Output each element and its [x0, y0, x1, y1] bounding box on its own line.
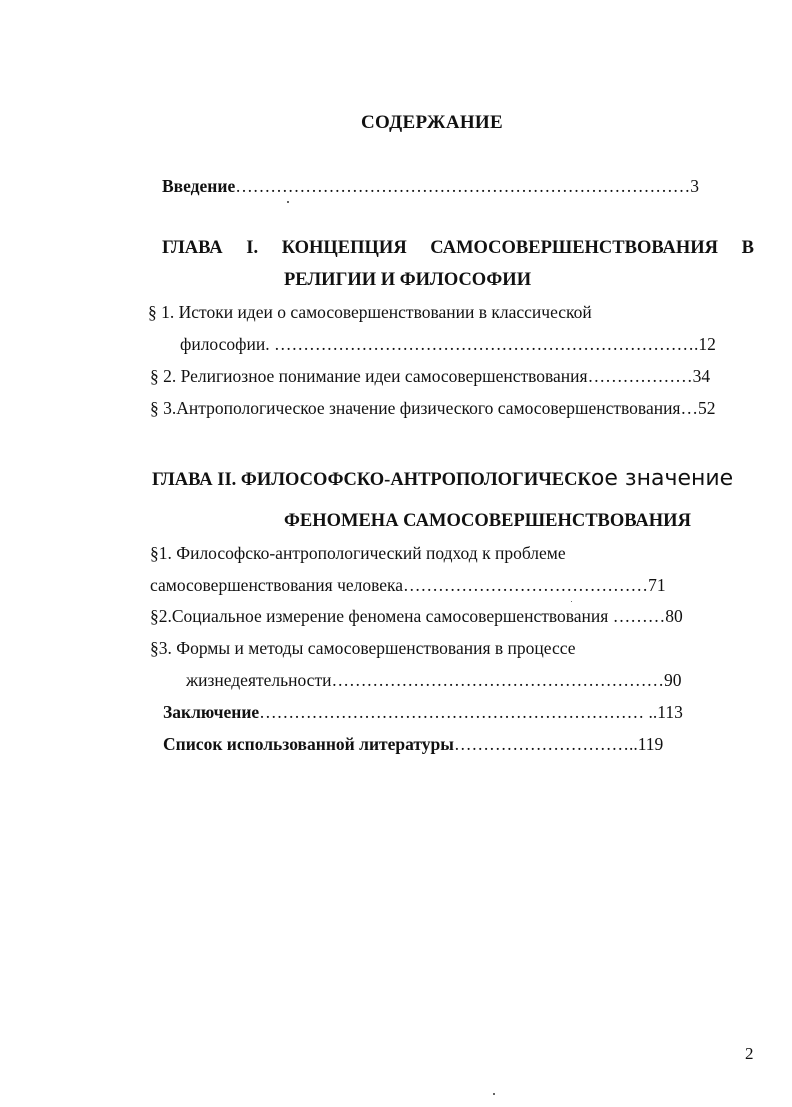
chapter2-section3-line2 [186, 670, 681, 691]
references-label: Список использованной литературы [163, 734, 454, 754]
ch2-section1-page: 71 [648, 575, 666, 595]
conclusion-page: 113 [657, 702, 683, 722]
chapter1-word: САМОСОВЕРШЕНСТВОВАНИЯ [430, 238, 719, 258]
ch2-section2-page: 80 [665, 606, 683, 626]
toc-entry-conclusion [163, 702, 683, 723]
conclusion-dots: ………………………………………………………… .. [259, 702, 658, 722]
section2-text: § 2. Религиозное понимание идеи самосовершенствования……………… [150, 366, 693, 386]
conclusion-label: Заключение [163, 702, 260, 722]
chapter1-heading-line1 [162, 238, 754, 259]
chapter1-word: КОНЦЕПЦИЯ [281, 238, 407, 258]
section1-text: философии. ………………………………………………………………. [180, 334, 699, 354]
ch2-section2-text: §2.Социальное измерение феномена самосовершенствования ……… [150, 606, 666, 626]
chapter2-section1-line2 [150, 575, 666, 596]
chapter1-word: ГЛАВА [162, 238, 223, 258]
ch2-section1-text: самосовершенствования человека…………………………………… [150, 575, 649, 595]
chapter2-heading-line1 [152, 466, 733, 491]
toc-title: СОДЕРЖАНИЕ [361, 112, 503, 133]
chapter2-heading-bold: ГЛАВА II. ФИЛОСОФСКО-АНТРОПОЛОГИЧЕСК [152, 470, 591, 490]
chapter2-section2 [150, 606, 683, 627]
references-dots: ………………………….. [453, 734, 638, 754]
scan-speck [287, 201, 289, 203]
chapter1-heading-line2: РЕЛИГИИ И ФИЛОСОФИИ [284, 270, 532, 290]
toc-entry-references [163, 734, 663, 755]
introduction-dots: …………………………………………………………………… [235, 176, 691, 196]
chapter1-section2 [150, 366, 710, 387]
toc-entry-introduction [162, 176, 699, 197]
chapter1-word: I. [246, 238, 259, 258]
ch2-section3-page: 90 [663, 670, 682, 690]
references-page: 119 [637, 734, 664, 754]
ch2-section3-text: жизнедеятельности………………………………………………… [186, 670, 664, 690]
page-number: 2 [745, 1044, 754, 1063]
section3-page: 52 [698, 398, 716, 418]
introduction-label: Введение [162, 176, 236, 196]
section1-page: 12 [698, 334, 716, 354]
scan-speck [571, 601, 572, 602]
chapter1-section1-line1: § 1. Истоки идеи о самосовершенствовании в классической [148, 302, 592, 322]
introduction-page: 3 [690, 176, 699, 196]
chapter2-section3-line1: §3. Формы и методы самосовершенствования в процессе [150, 638, 576, 658]
chapter2-section1-line1: §1. Философско-антропологический подход к проблеме [150, 543, 566, 563]
chapter1-section3 [150, 398, 716, 419]
section3-text: § 3.Антропологическое значение физического самосовершенствования… [150, 398, 698, 418]
chapter1-word: В [741, 238, 754, 258]
scan-speck [493, 1093, 495, 1095]
chapter1-section1-line2 [180, 334, 716, 355]
chapter2-heading-line2: ФЕНОМЕНА САМОСОВЕРШЕНСТВОВАНИЯ [284, 511, 691, 531]
chapter2-heading-tail: ое значение [590, 466, 734, 491]
section2-page: 34 [692, 366, 711, 386]
